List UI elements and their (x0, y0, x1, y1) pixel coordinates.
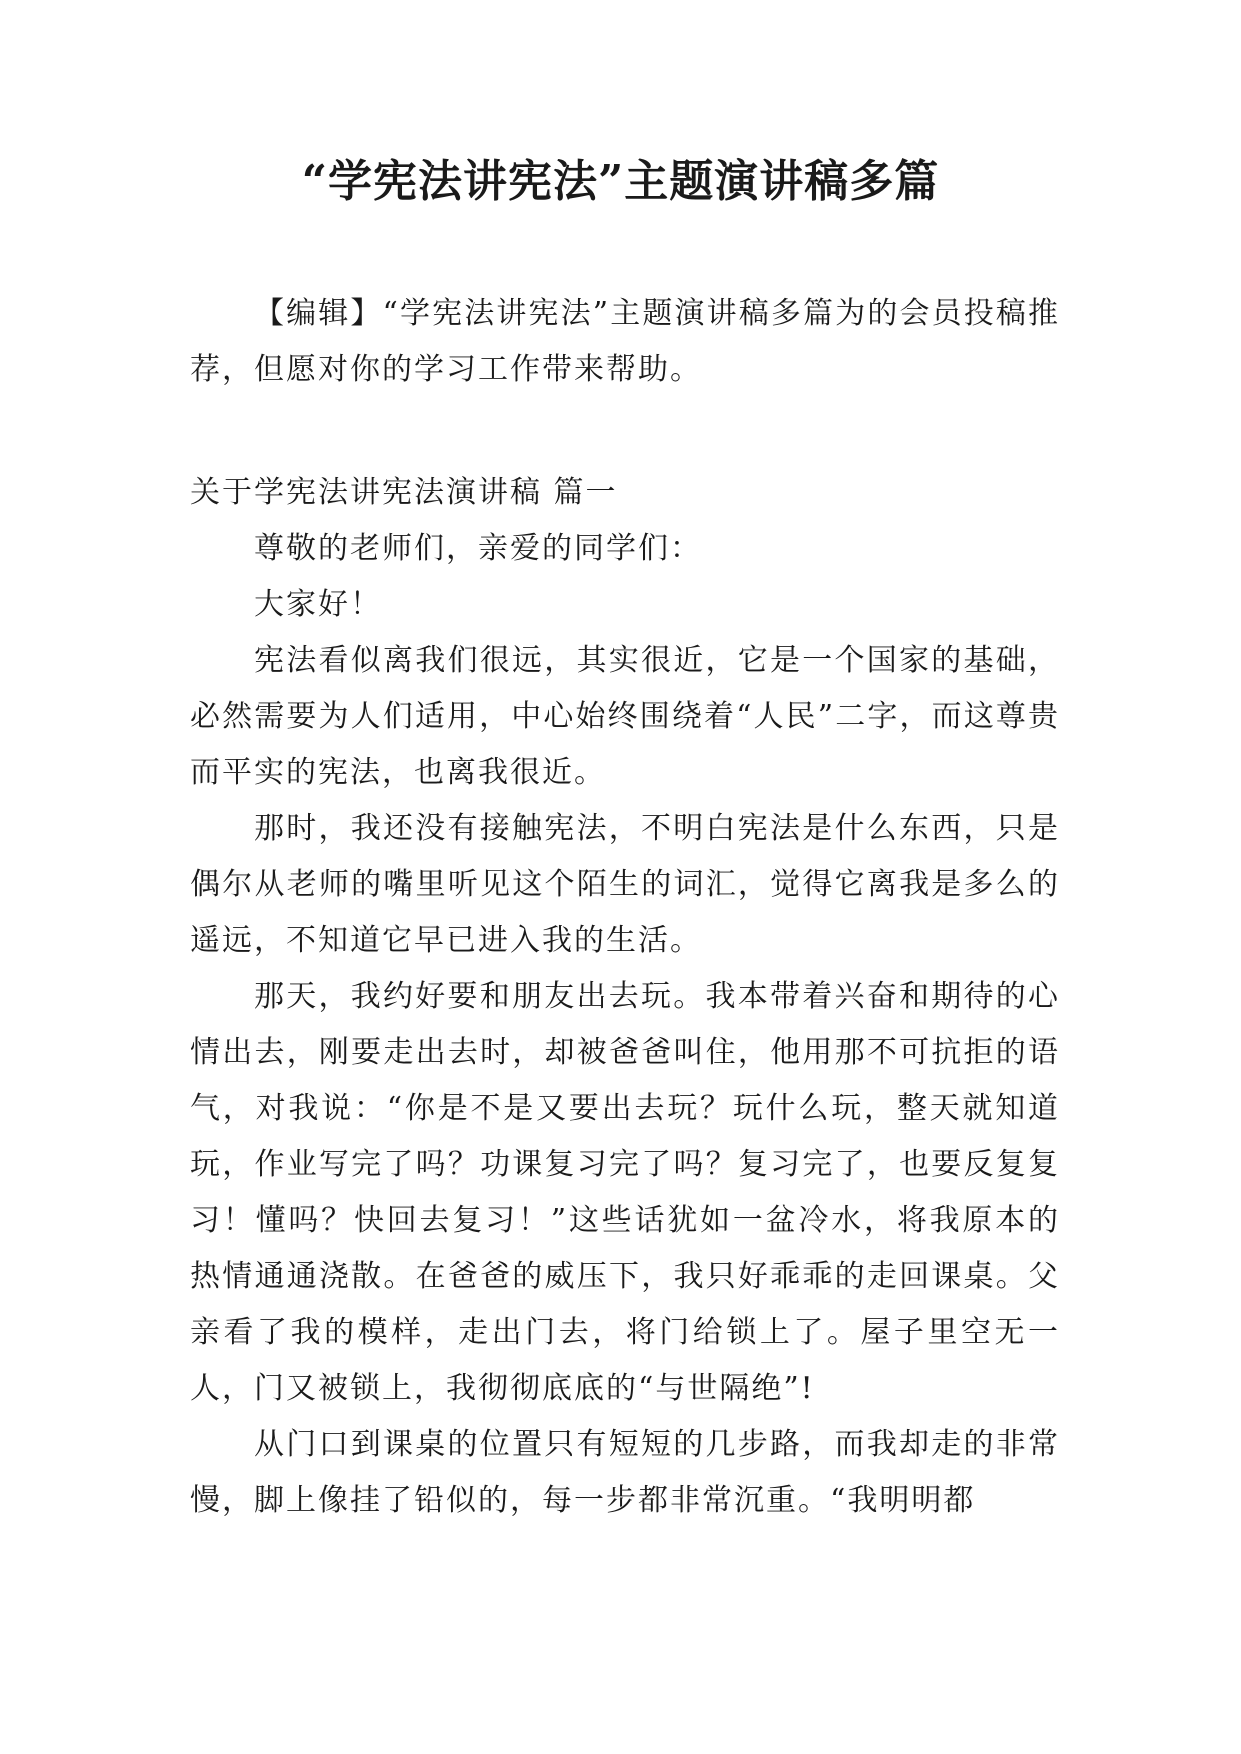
intro-paragraph: 【编辑】“学宪法讲宪法”主题演讲稿多篇为的会员投稿推荐，但愿对你的学习工作带来帮助。 (190, 296, 1060, 387)
paragraph-walk: 从门口到课桌的位置只有短短的几步路，而我却走的非常慢，脚上像挂了铅似的，每一步都非常沉重。“我明明都 (190, 1427, 1060, 1518)
paragraph-salutation: 尊敬的老师们，亲爱的同学们： (254, 531, 702, 566)
section-heading: 关于学宪法讲宪法演讲稿 篇一 (190, 475, 618, 510)
paragraph-constitution: 宪法看似离我们很远，其实很近，它是一个国家的基础，必然需要为人们适用，中心始终围绕着“人民”二字，而这尊贵而平实的宪法，也离我很近。 (190, 643, 1060, 790)
document-body (190, 521, 1060, 1529)
paragraph-greeting: 大家好！ (254, 587, 382, 622)
document-title: “学宪法讲宪法”主题演讲稿多篇 (301, 156, 940, 207)
paragraph-story: 那天，我约好要和朋友出去玩。我本带着兴奋和期待的心情出去，刚要走出去时，却被爸爸叫住，他用那不可抗拒的语气，对我说：“你是不是又要出去玩？玩什么玩，整天就知道玩，作业写完了吗？功课复习完了吗？复习完了，也要反复复习！懂吗？快回去复习！”这些话犹如一盆冷水，将我原本的热情通通浇散。在爸爸的威压下，我只好乖乖的走回课桌。父亲看了我的模样，走出门去，将门给锁上了。屋子里空无一人，门又被锁上，我彻彻底底的“与世隔绝”! (190, 979, 1060, 1406)
paragraph-past: 那时，我还没有接触宪法，不明白宪法是什么东西，只是偶尔从老师的嘴里听见这个陌生的词汇，觉得它离我是多么的遥远，不知道它早已进入我的生活。 (190, 811, 1060, 958)
